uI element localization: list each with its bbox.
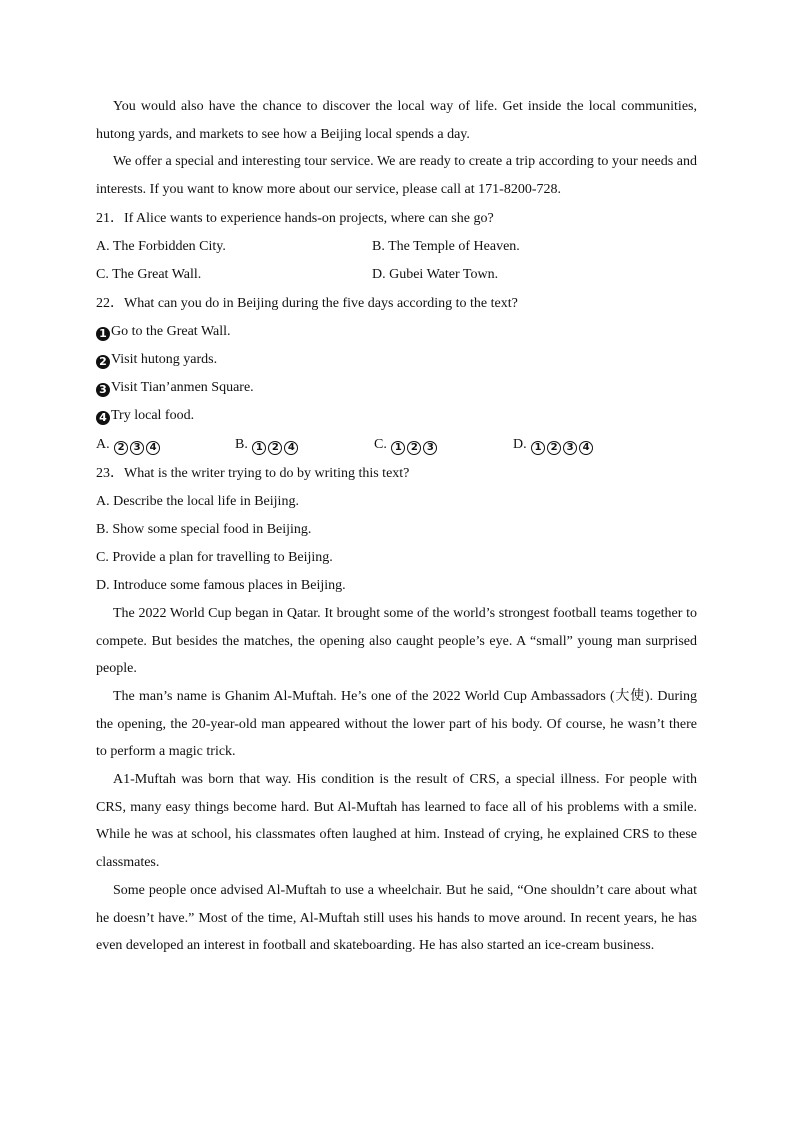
list-item-text: Go to the Great Wall. — [111, 323, 231, 339]
question-21-options-row-1 — [96, 233, 697, 261]
circled-number: 3 — [423, 441, 437, 455]
circled-number: 4 — [579, 441, 593, 455]
list-item-text: Try local food. — [111, 407, 195, 423]
circled-number: 2 — [96, 355, 110, 369]
passage2-paragraph-1: The 2022 World Cup began in Qatar. It brought some of the world’s strongest football teams together to compete. But besides the matches, the opening also caught people’s eye. A “small” young man surprised people. — [96, 605, 697, 677]
list-item — [96, 402, 697, 430]
option-letter: C. — [374, 436, 387, 452]
option-d: D. Gubei Water Town. — [372, 266, 499, 282]
passage1-paragraph-1: You would also have the chance to discover the local way of life. Get inside the local communities, hutong yards, and markets to see how a Beijing local spends a day. — [96, 99, 697, 142]
question-23 — [96, 459, 697, 600]
circled-number: 2 — [268, 441, 282, 455]
circled-number: 1 — [96, 327, 110, 341]
question-22-options — [96, 430, 697, 459]
option-b — [235, 430, 374, 459]
circled-number: 1 — [252, 441, 266, 455]
option-a: A. Describe the local life in Beijing. — [96, 493, 299, 509]
option-letter: D. — [513, 436, 527, 452]
circled-number: 3 — [130, 441, 144, 455]
question-21 — [96, 204, 697, 289]
circled-number: 4 — [146, 441, 160, 455]
question-22-stem: 22．What can you do in Beijing during the five days according to the text? — [96, 295, 518, 311]
option-d: D. Introduce some famous places in Beijing. — [96, 577, 346, 593]
list-item-text: Visit hutong yards. — [111, 351, 218, 367]
circled-number: 3 — [96, 383, 110, 397]
option-a: A. The Forbidden City. — [96, 238, 226, 254]
option-d — [513, 430, 652, 459]
option-b: B. The Temple of Heaven. — [372, 238, 520, 254]
list-item — [96, 318, 697, 346]
passage2-paragraph-2: The man’s name is Ghanim Al-Muftah. He’s one of the 2022 World Cup Ambassadors (大使). During the opening, the 20-year-old man appeared without the lower part of his body. Of course, he wasn’t there to perform a magic trick. — [96, 688, 697, 760]
option-letter: A. — [96, 436, 110, 452]
circled-number: 2 — [547, 441, 561, 455]
question-21-stem: 21．If Alice wants to experience hands-on projects, where can she go? — [96, 210, 494, 226]
option-c: C. Provide a plan for travelling to Beijing. — [96, 549, 333, 565]
circled-number: 4 — [284, 441, 298, 455]
passage2-paragraph-4: Some people once advised Al-Muftah to use a wheelchair. But he said, “One shouldn’t care about what he doesn’t have.” Most of the time, Al-Muftah still uses his hands to move around. In recent years, he has even developed an interest in football and skateboarding. He has also started an ice-cream business. — [96, 882, 697, 954]
question-21-options-row-2 — [96, 261, 697, 289]
list-item-text: Visit Tian’anmen Square. — [111, 379, 254, 395]
circled-number: 4 — [96, 411, 110, 425]
circled-number: 3 — [563, 441, 577, 455]
circled-number: 2 — [114, 441, 128, 455]
passage2-paragraph-3: A1-Muftah was born that way. His condition is the result of CRS, a special illness. For people with CRS, many easy things become hard. But Al-Muftah has learned to face all of his problems with a smile. While he was at school, his classmates often laughed at him. Instead of crying, he explained CRS to these classmates. — [96, 772, 697, 871]
passage1-paragraph-2: We offer a special and interesting tour service. We are ready to create a trip according to your needs and interests. If you want to know more about our service, please call at 171-8200-728. — [96, 154, 697, 198]
circled-number: 2 — [407, 441, 421, 455]
question-22 — [96, 289, 697, 459]
option-c — [374, 430, 513, 459]
option-c: C. The Great Wall. — [96, 266, 202, 282]
option-b: B. Show some special food in Beijing. — [96, 521, 312, 537]
circled-number: 1 — [391, 441, 405, 455]
circled-number: 1 — [531, 441, 545, 455]
list-item — [96, 346, 697, 374]
option-letter: B. — [235, 436, 248, 452]
option-a — [96, 430, 235, 459]
question-23-stem: 23．What is the writer trying to do by writing this text? — [96, 465, 410, 481]
list-item — [96, 374, 697, 402]
page-content — [96, 93, 697, 960]
